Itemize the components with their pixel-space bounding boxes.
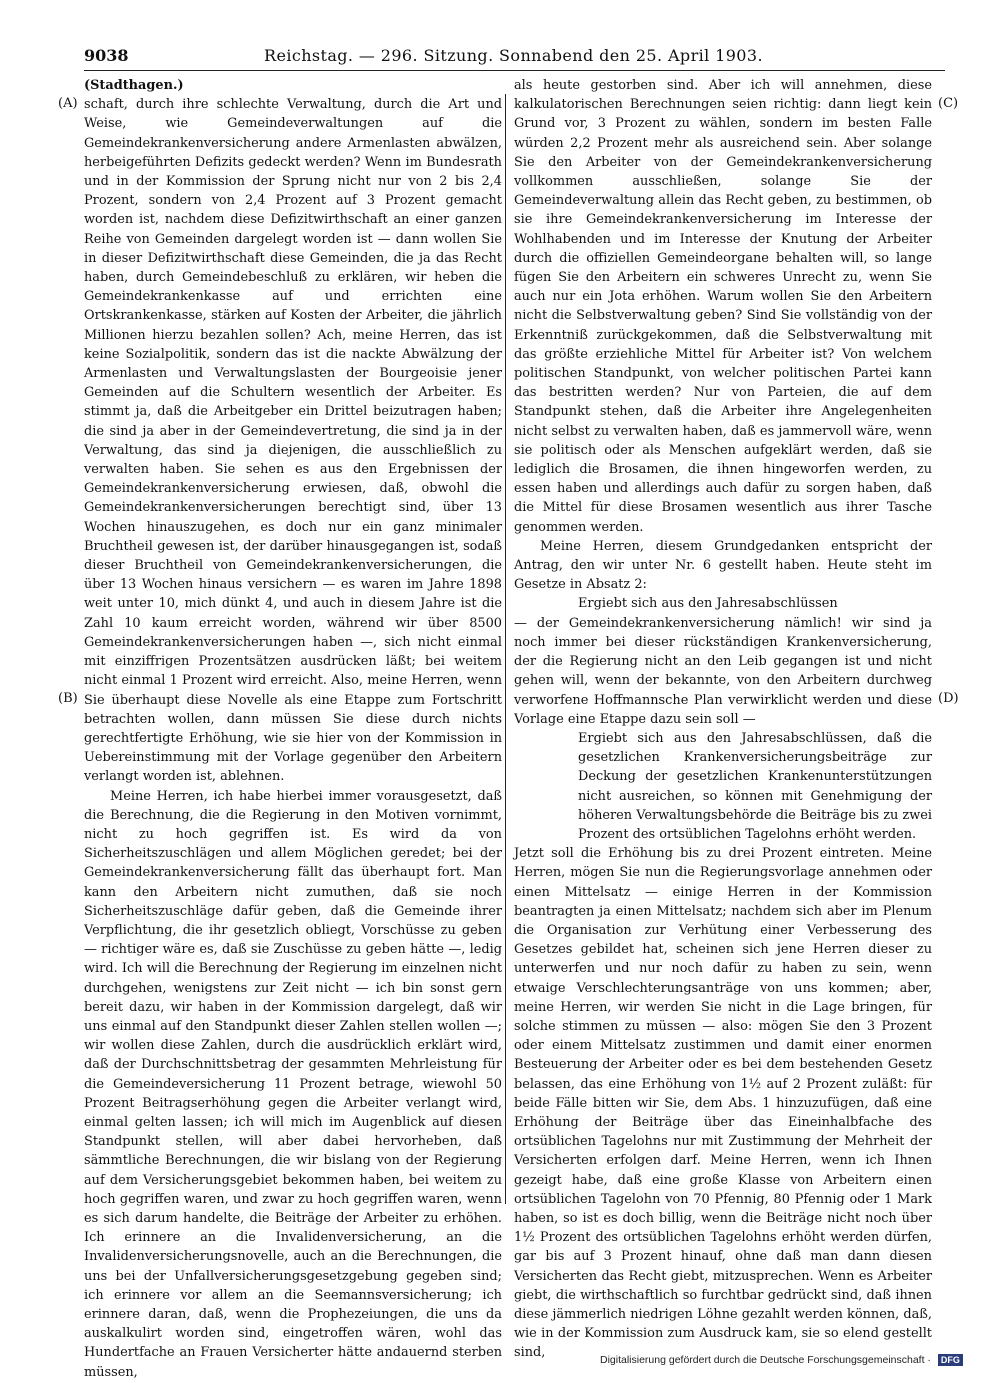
left-column [84, 76, 502, 1380]
quoted-law-1: Ergiebt sich aus den Jahresabschlüssen [578, 596, 838, 612]
quoted-law-2: Ergiebt sich aus den Jahresabschlüssen, daß die gesetzlichen Krankenversicherungsbeiträge zur Deckung der gesetzlichen Krankenunterstützungen nicht ausreichen, so können mit Genehmigung der höheren Verwaltungsbehörde die Beiträge bis zu zwei Prozent des ortsüblichen Tagelohns erhöht werden. [578, 730, 932, 842]
footer-credit [600, 1354, 963, 1366]
right-paragraph-2: Meine Herren, diesem Grundgedanken entspricht der Antrag, den wir unter Nr. 6 gestellt haben. Heute steht im Gesetze in Absatz 2: [514, 538, 932, 593]
page-header [84, 46, 944, 72]
right-paragraph-4: Jetzt soll die Erhöhung bis zu drei Prozent eintreten. Meine Herren, mögen Sie nun die Regierungsvorlage annehmen oder einen Mittelsatz — einige Herren in der Kommission beantragten ja einen Mittelsatz; nachdem sich aber im Plenum die Organisation zur Verhütung einer Verbesserung des Gesetzes gebildet hat, scheinen sich jene Herren dieser zu unterwerfen und nur noch dafür zu haben zu sein, wenn etwaige Verschlechterungsanträge von uns kommen; aber, meine Herren, wir werden Sie nicht in die Lage bringen, für solche stimmen zu müssen — also: mögen Sie den 3 Prozent oder einem Mittelsatz zustimmen und damit einer enormen Besteuerung der Arbeiter oder es bei dem bestehenden Gesetz belassen, das eine Erhöhung von 1½ auf 2 Prozent zuläßt: für beide Fälle bitten wir Sie, dem Abs. 1 hinzuzufügen, daß eine Erhöhung der Beiträge über das Eineinhalbfache des ortsüblichen Tagelohns nur mit Zustimmung der Mehrheit der Versicherten erfolgen darf. Meine Herren, wenn ich Ihnen gezeigt habe, daß eine große Klasse von Arbeitern einen ortsüblichen Tagelohn von 70 Pfennig, 80 Pfennig oder 1 Mark haben, so ist es doch billig, wenn die Beiträge nicht noch über 1½ Prozent des ortsüblichen Tagelohns erhöht werden dürfen, gar bis auf 3 Prozent hinauf, ohne daß man dann diesen Versicherten das Recht giebt, mitzusprechen. Wenn es Arbeiter giebt, die wirthschaftlich so furchtbar gedrückt sind, daß ihnen diese jämmerlich niedrigen Löhne gezahlt werden können, daß, wie in der Kommission zum Ausdruck kam, sie so elend gestellt sind, [514, 846, 932, 1361]
page-number: 9038 [84, 46, 129, 65]
running-title: Reichstag. — 296. Sitzung. Sonnabend den 25. April 1903. [264, 46, 763, 65]
right-paragraph-3: — der Gemeindekrankenversicherung nämlich! wir sind ja noch immer bei dieser rückständigen Krankenversicherung, der die Regierung nicht an den Leib gegangen ist und nicht gehen will, wenn der bekannte, von den Arbeitern durchweg verworfene Hoffmannsche Plan verwirklicht werden und diese Vorlage eine Etappe dazu sein soll — [514, 615, 932, 727]
left-paragraph-1: schaft, durch ihre schlechte Verwaltung, durch die Art und Weise, wie Gemeindeverwaltungen auf die Gemeindekrankenversicherung andere Armenlasten abwälzen, herbeigeführten Defizits gedeckt werden? Wenn im Bundesrath und in der Kommission der Sprung nicht nur von 2 bis 2,4 Prozent, sondern von 2,4 Prozent auf 3 Prozent gemacht worden ist, nachdem diese Defizitwirthschaft an einer ganzen Reihe von Gemeinden dargelegt worden ist — dann wollen Sie in dieser Defizitwirthschaft diese Gemeinden, die ja das Recht haben, durch Gemeindebeschluß zu erklären, wir heben die Gemeindekrankenkasse auf und errichten eine Ortskrankenkasse, stärken auf Kosten der Arbeiter, die jährlich Millionen hierzu bezahlen sollen? Ach, meine Herren, das ist keine Sozialpolitik, sondern das ist die nackte Abwälzung der Armenlasten und Verwaltungslasten der Bourgeoisie jener Gemeinden auf die Schultern wesentlich der Arbeiter. Es stimmt ja, daß die Arbeitgeber ein Drittel beizutragen haben; die sind ja aber in der Gemeindevertretung, die sind ja in der Verwaltung, das sind ja diejenigen, die ausschließlich zu verwalten haben. Sie sehen es aus den Ergebnissen der Gemeindekrankenversicherung erwiesen, daß, obwohl die Gemeindekrankenversicherungen berechtigt sind, über 13 Wochen hinauszugehen, es doch nur ein ganz minimaler Bruchtheil gewesen ist, der darüber hinausgegangen ist, sodaß dieser Bruchtheil von Gemeindekrankenversicherungen, die über 13 Wochen hinaus versichern — es waren im Jahre 1898 weit unter 10, mich dünkt 4, und auch in diesem Jahre ist die Zahl 10 kaum erreicht worden, während wir über 8500 Gemeindekrankenversicherungen haben —, sich nicht einmal mit einziffrigen Prozentsätzen ausdrücken läßt; bei weitem nicht einmal 1 Prozent wird erreicht. Also, meine Herren, wenn Sie überhaupt diese Novelle als eine Etappe zum Fortschritt betrachten wollen, dann müssen Sie diese durch nichts gerechtfertigte Erhöhung, wie sie hier von der Kommission in Uebereinstimmung mit der Vorlage gegenüber den Arbeitern verlangt worden ist, ablehnen. [84, 97, 502, 785]
footer-text: Digitalisierung gefördert durch die Deutsche Forschungsgemeinschaft · [600, 1354, 931, 1366]
right-paragraph-1: als heute gestorben sind. Aber ich will annehmen, diese kalkulatorischen Berechnungen seien richtig: dann liegt kein Grund vor, 3 Prozent zu wählen, sondern im besten Falle würden 2,2 Prozent mehr als ausreichend sein. Aber solange Sie den Arbeiter von der Gemeindekrankenversicherung vollkommen ausschließen, solange Sie der Gemeindeverwaltung allein das Recht geben, zu bestimmen, ob sie ihre Gemeindekrankenversicherung im Interesse der Wohlhabenden und im Interesse der Knutung der Arbeiter durch die offiziellen Gemeindeorgane behalten will, so lange fügen Sie den Arbeitern ein schweres Unrecht zu, wenn Sie auch nur ein Jota erhöhen. Warum wollen Sie den Arbeitern nicht die Selbstverwaltung geben? Sind Sie vollständig von der Erkenntniß zurückgekommen, daß die Selbstverwaltung mit das größte erziehliche Mittel für Arbeiter ist? Von welchem politischen Standpunkt, von welcher politischen Partei kann das bestritten werden? Nur von Parteien, die auf dem Standpunkt stehen, daß die Arbeiter ihre Angelegenheiten nicht selbst zu verwalten haben, daß es jammervoll wäre, wenn sie politisch oder als Menschen aufgeklärt werden, daß sie lediglich die Brosamen, die ihnen hingeworfen werden, zu essen haben und allerdings auch dafür zu sorgen haben, daß die Mittel für diese Brosamen wesentlich aus ihrer Tasche genommen werden. [514, 78, 932, 535]
margin-marker-c: (C) [938, 96, 959, 111]
margin-marker-b: (B) [58, 691, 78, 706]
speaker-name: (Stadthagen.) [84, 78, 184, 93]
header-rule [84, 70, 945, 71]
margin-marker-d: (D) [938, 691, 959, 706]
left-paragraph-2: Meine Herren, ich habe hierbei immer vorausgesetzt, daß die Berechnung, die die Regierung in den Motiven vornimmt, nicht zu hoch gegriffen ist. Es wird da von Sicherheitszuschlägen und allem Möglichen geredet; bei der Gemeindekrankenversicherung fällt das überhaupt fort. Man kann den Arbeitern nicht zumuthen, daß sie noch Sicherheitszuschläge dafür geben, daß die Gemeinde ihrer Verpflichtung, die ihr gesetzlich obliegt, Vorschüsse zu geben — richtiger wäre es, daß sie Zuschüsse zu geben hätte —, ledig wird. Ich will die Berechnung der Regierung im einzelnen nicht durchgehen, wenigstens zur Zeit nicht — ich bin sonst gern bereit dazu, wir haben in der Kommission dargelegt, daß wir uns einmal auf den Standpunkt dieser Zahlen stellen wollen —; wir wollen diese Zahlen, durch die ausdrücklich erklärt wird, daß der Durchschnittsbetrag der gesammten Mehrleistung für die Gemeindeversicherung 11 Prozent betrage, wiewohl 50 Prozent Beitragserhöhung gegen die Arbeiter verlangt wird, einmal gelten lassen; ich will mich im Augenblick auf diesen Standpunkt stellen, will aber dabei hervorheben, daß sämmtliche Berechnungen, die wir bislang von der Regierung auf dem Versicherungsgebiet bekommen haben, bei weitem zu hoch gegriffen waren, und zwar zu hoch gegriffen waren, wenn es sich darum handelte, die Beiträge der Arbeiter zu erhöhen. Ich erinnere an die Invalidenversicherung, an die Invalidenversicherungsnovelle, auch an die Berechnungen, die uns bei der Unfallversicherungsgesetzgebung gegeben sind; ich erinnere vor allem an die Seemannsversicherung; ich erinnere daran, daß, wenn die Prophezeiungen, die uns da auskalkulirt worden sind, eingetroffen wären, wohl das Hundertfache an Frauen Versicherter hätte andauernd sterben müssen, [84, 788, 502, 1380]
dfg-logo: DFG [938, 1354, 963, 1366]
column-divider [505, 94, 506, 1204]
margin-marker-a: (A) [58, 96, 78, 111]
